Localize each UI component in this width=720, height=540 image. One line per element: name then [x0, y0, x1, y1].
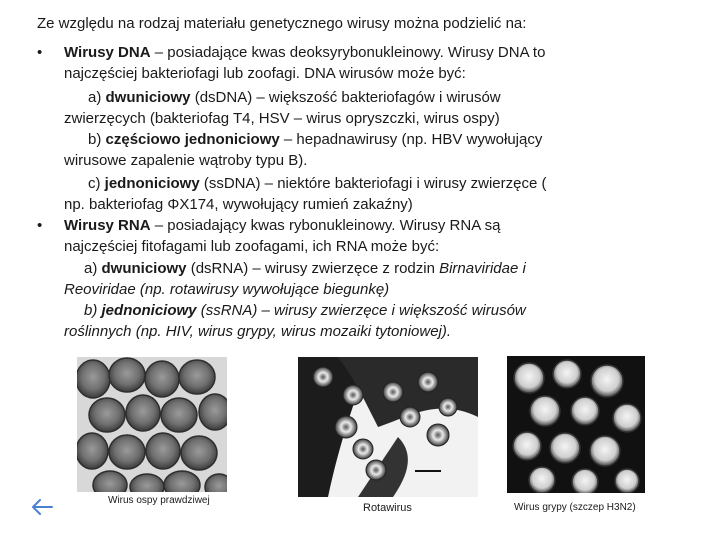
dna-title: Wirusy DNA	[64, 44, 151, 61]
caption-influenza: Wirus grypy (szczep H3N2)	[514, 502, 636, 513]
dna-item-c-line2: np. bakteriofag ΦX174, wywołujący rumień zakaźny)	[64, 196, 413, 213]
dna-item-a-line2: zwierzęcych (bakteriofag T4, HSV – wirus opryszczki, wirus ospy)	[64, 110, 500, 127]
left-arrow-icon[interactable]	[30, 497, 54, 517]
rna-item-b-line2: roślinnych (np. HIV, wirus grypy, wirus mozaiki tytoniowej).	[64, 323, 452, 340]
dna-item-a: a) dwuniciowy (dsDNA) – większość bakteriofagów i wirusów	[88, 89, 501, 106]
bullet-rna: •	[37, 217, 43, 234]
rotavirus-micrograph	[298, 357, 478, 497]
dna-line2: najczęściej bakteriofagi lub zoofagi. DNA wirusów może być:	[64, 65, 466, 82]
bullet-dna: •	[37, 44, 43, 61]
rna-line2: najczęściej fitofagami lub zoofagami, ich RNA może być:	[64, 238, 440, 255]
caption-smallpox: Wirus ospy prawdziwej	[108, 495, 210, 506]
rna-item-a-line2: Reoviridae (np. rotawirusy wywołujące biegunkę)	[64, 281, 390, 298]
influenza-virus-micrograph	[507, 356, 645, 493]
rna-item-a: a) dwuniciowy (dsRNA) – wirusy zwierzęce z rodzin Birnaviridae i	[84, 260, 526, 277]
caption-rotavirus: Rotawirus	[363, 502, 412, 514]
dna-item-b-line2: wirusowe zapalenie wątroby typu B).	[64, 152, 308, 169]
dna-item-c: c) jednoniciowy (ssDNA) – niektóre bakteriofagi i wirusy zwierzęce (	[88, 175, 547, 192]
intro-text: Ze względu na rodzaj materiału genetycznego wirusy można podzielić na:	[37, 15, 527, 32]
rna-heading: Wirusy RNA – posiadający kwas rybonukleinowy. Wirusy RNA są	[64, 217, 501, 234]
dna-item-b: b) częściowo jednoniciowy – hepadnawirusy (np. HBV wywołujący	[88, 131, 543, 148]
dna-heading: Wirusy DNA – posiadające kwas deoksyrybonukleinowy. Wirusy DNA to	[64, 44, 546, 61]
smallpox-virus-micrograph	[77, 357, 227, 492]
rna-title: Wirusy RNA	[64, 217, 151, 234]
rna-item-b: b) jednoniciowy (ssRNA) – wirusy zwierzęce i większość wirusów	[84, 302, 526, 319]
